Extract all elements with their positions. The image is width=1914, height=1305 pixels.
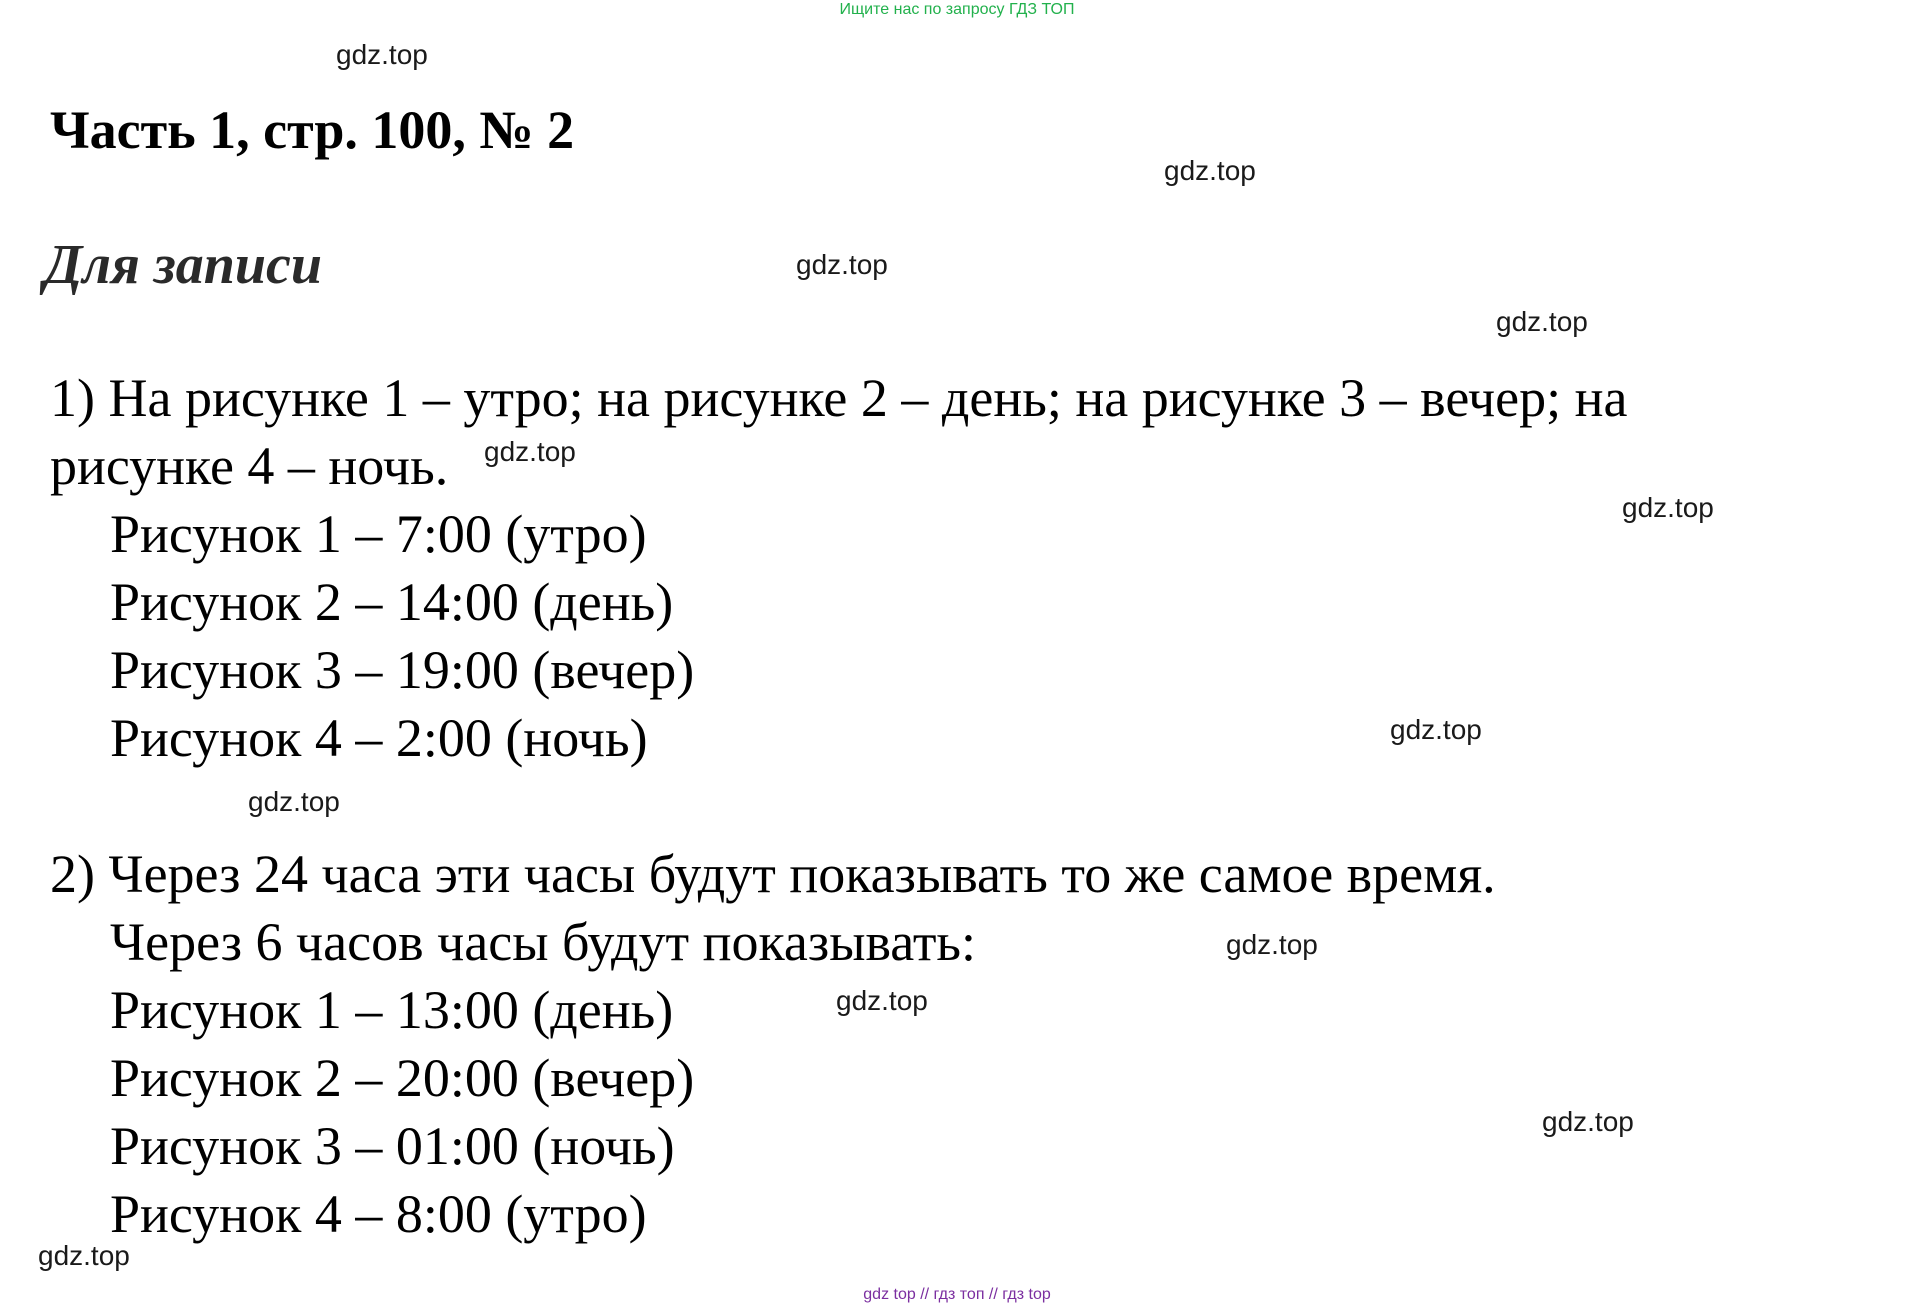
watermark: gdz.top: [836, 985, 928, 1016]
part1-item-1: Рисунок 1 – 7:00 (утро): [110, 504, 647, 564]
watermark: gdz.top: [1496, 306, 1588, 337]
watermark: gdz.top: [796, 249, 888, 280]
watermark: gdz.top: [38, 1240, 130, 1271]
watermark: gdz.top: [1542, 1106, 1634, 1137]
part1-item-4: Рисунок 4 – 2:00 (ночь): [110, 708, 648, 768]
footer-watermark: gdz top // гдз топ // гдз top: [863, 1286, 1051, 1303]
part2-item-4: Рисунок 4 – 8:00 (утро): [110, 1184, 647, 1244]
part1-line2: рисунке 4 – ночь.: [50, 436, 449, 496]
watermark: gdz.top: [1226, 929, 1318, 960]
part2-item-2: Рисунок 2 – 20:00 (вечер): [110, 1048, 695, 1108]
page-title: Часть 1, стр. 100, № 2: [50, 100, 575, 160]
watermark: gdz.top: [484, 436, 576, 467]
part1-line1: 1) На рисунке 1 – утро; на рисунке 2 – день; на рисунке 3 – вечер; на: [50, 368, 1628, 428]
section-subheading: Для записи: [44, 234, 322, 296]
part2-item-3: Рисунок 3 – 01:00 (ночь): [110, 1116, 675, 1176]
watermark: gdz.top: [1622, 492, 1714, 523]
part1-item-2: Рисунок 2 – 14:00 (день): [110, 572, 674, 632]
part2-item-1: Рисунок 1 – 13:00 (день): [110, 980, 674, 1040]
watermark: gdz.top: [248, 786, 340, 817]
watermark: gdz.top: [1390, 714, 1482, 745]
part2-line1: 2) Через 24 часа эти часы будут показывать то же самое время.: [50, 844, 1496, 904]
watermark: gdz.top: [1164, 155, 1256, 186]
part2-line2: Через 6 часов часы будут показывать:: [110, 912, 977, 972]
part1-item-3: Рисунок 3 – 19:00 (вечер): [110, 640, 695, 700]
top-banner: Ищите нас по запросу ГДЗ ТОП: [839, 1, 1075, 18]
watermark: gdz.top: [336, 39, 428, 70]
